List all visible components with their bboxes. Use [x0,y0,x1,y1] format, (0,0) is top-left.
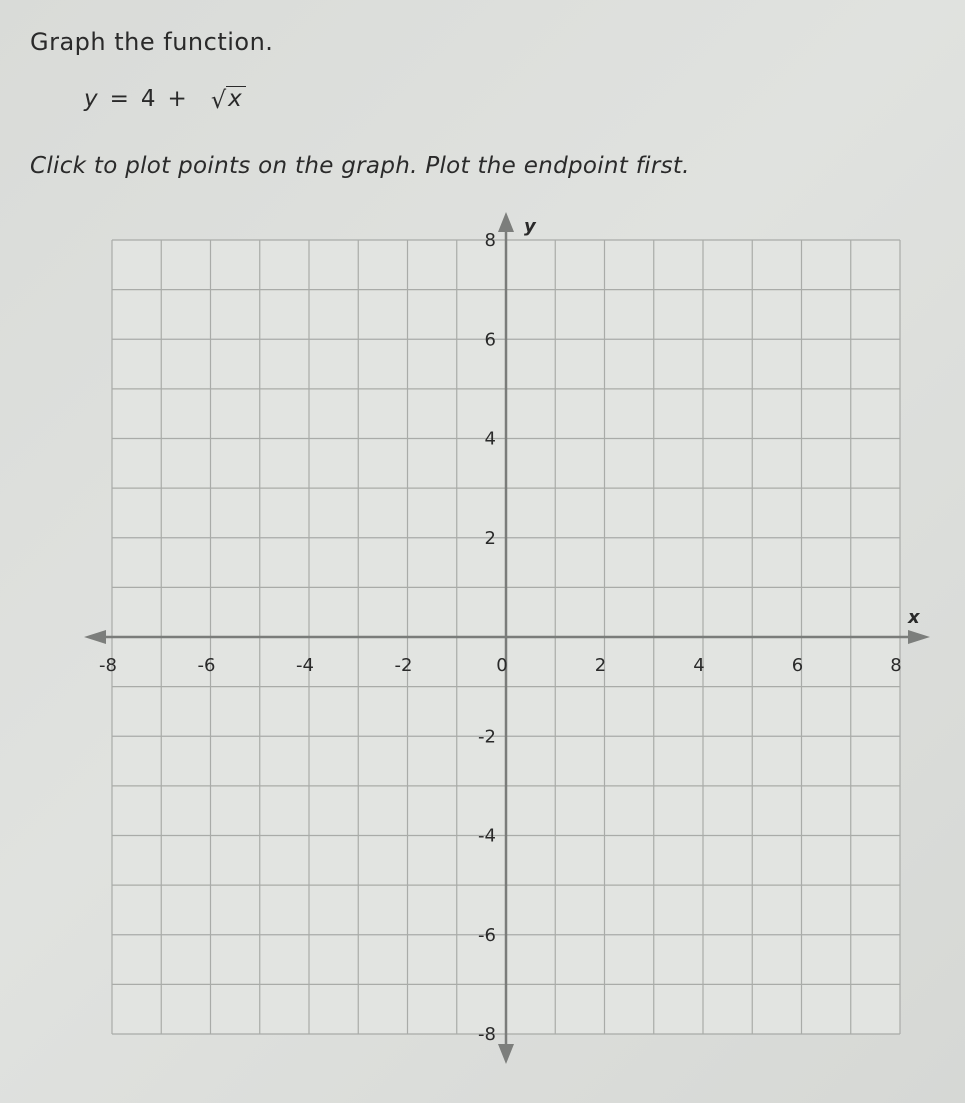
y-tick-label: -4 [478,825,496,847]
x-tick-label: 2 [594,655,607,676]
y-tick-label: 4 [484,428,496,450]
y-tick-label: -2 [478,726,496,748]
x-tick-label: -6 [197,655,216,676]
y-tick-label: -8 [478,1024,496,1045]
y-axis-up-arrow-icon [498,212,514,232]
x-tick-label: 0 [496,655,508,676]
y-tick-label: 2 [484,527,496,549]
radical-sign-icon: √ [210,86,227,115]
y-tick-label: -6 [478,924,496,946]
x-tick-label: -2 [394,655,413,676]
y-tick-label: 8 [484,230,496,251]
y-axis-label: y [524,216,536,237]
equation-equals: = [109,86,129,113]
x-axis-left-arrow-icon [84,630,106,644]
plot-instruction: Click to plot points on the graph. Plot the endpoint first. [30,153,690,179]
equation-plus: + [167,86,187,113]
x-axis-label: x [908,607,920,628]
x-tick-label: -8 [99,655,117,676]
y-tick-label: 6 [484,329,496,351]
x-tick-label: -4 [296,655,314,676]
y-axis-down-arrow-icon [498,1044,514,1064]
equation-radicand: x [226,86,246,112]
question-prompt: Graph the function. [30,28,274,56]
x-tick-label: 8 [890,655,902,676]
equation-constant: 4 [140,86,156,113]
x-tick-label: 6 [791,655,804,676]
equation-lhs: y [84,86,98,113]
x-axis-right-arrow-icon [908,630,930,644]
x-tick-label: 4 [693,655,705,676]
